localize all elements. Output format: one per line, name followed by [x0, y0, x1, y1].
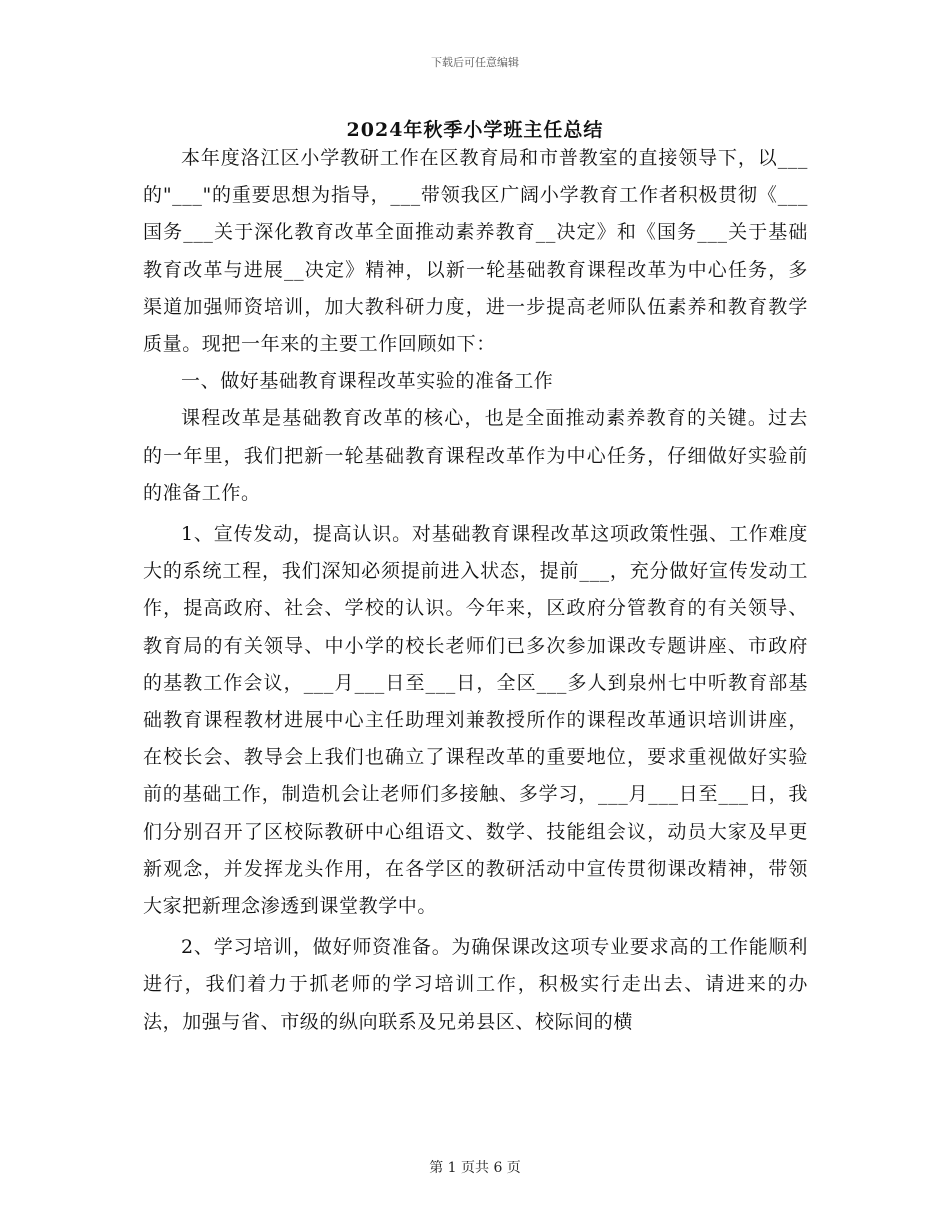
document-body — [143, 140, 808, 1041]
document-title: 2024年秋季小学班主任总结 — [346, 119, 604, 141]
page-footer: 第 1 页共 6 页 — [429, 1160, 521, 1176]
section-heading-1: 一、做好基础教育课程改革实验的准备工作 — [181, 370, 554, 393]
header-note: 下载后可任意编辑 — [431, 56, 519, 69]
paragraph-intro: 本年度洛江区小学教研工作在区教育局和市普教室的直接领导下，以___的"___"的重要思想为指导，___带领我区广阔小学教育工作者积极贯彻《___国务___关于深化教育改革全面推动素养教育__决定》和《国务___关于基础教育改革与进展__决定》精神，以新一轮基础教育课程改革为中心任务，多渠道加强师资培训，加大教科研力度，进一步提高老师队伍素养和教育教学质量。现把一年来的主要工作回顾如下： — [143, 147, 808, 356]
paragraph-item-1: 1、宣传发动，提高认识。对基础教育课程改革这项政策性强、工作难度大的系统工程，我们深知必须提前进入状态，提前___，充分做好宣传发动工作，提高政府、社会、学校的认识。今年来，区政府分管教育的有关领导、教育局的有关领导、中小学的校长老师们已多次参加课改专题讲座、市政府的基教工作会议，___月___日至___日，全区___多人到泉州七中听教育部基础教育课程教材进展中心主任助理刘兼教授所作的课程改革通识培训讲座，在校长会、教导会上我们也确立了课程改革的重要地位，要求重视做好实验前的基础工作，制造机会让老师们多接触、多学习，___月___日至___日，我们分别召开了区校际教研中心组语文、数学、技能组会议，动员大家及早更新观念，并发挥龙头作用，在各学区的教研活动中宣传贯彻课改精神，带领大家把新理念渗透到课堂教学中。 — [143, 523, 808, 918]
paragraph-item-2: 2、学习培训，做好师资准备。为确保课改这项专业要求高的工作能顺利进行，我们着力于抓老师的学习培训工作，积极实行走出去、请进来的办法，加强与省、市级的纵向联系及兄弟县区、校际间的横 — [143, 936, 808, 1033]
paragraph-section-1: 课程改革是基础教育改革的核心，也是全面推动素养教育的关键。过去的一年里，我们把新一轮基础教育课程改革作为中心任务，仔细做好实验前的准备工作。 — [143, 407, 808, 504]
